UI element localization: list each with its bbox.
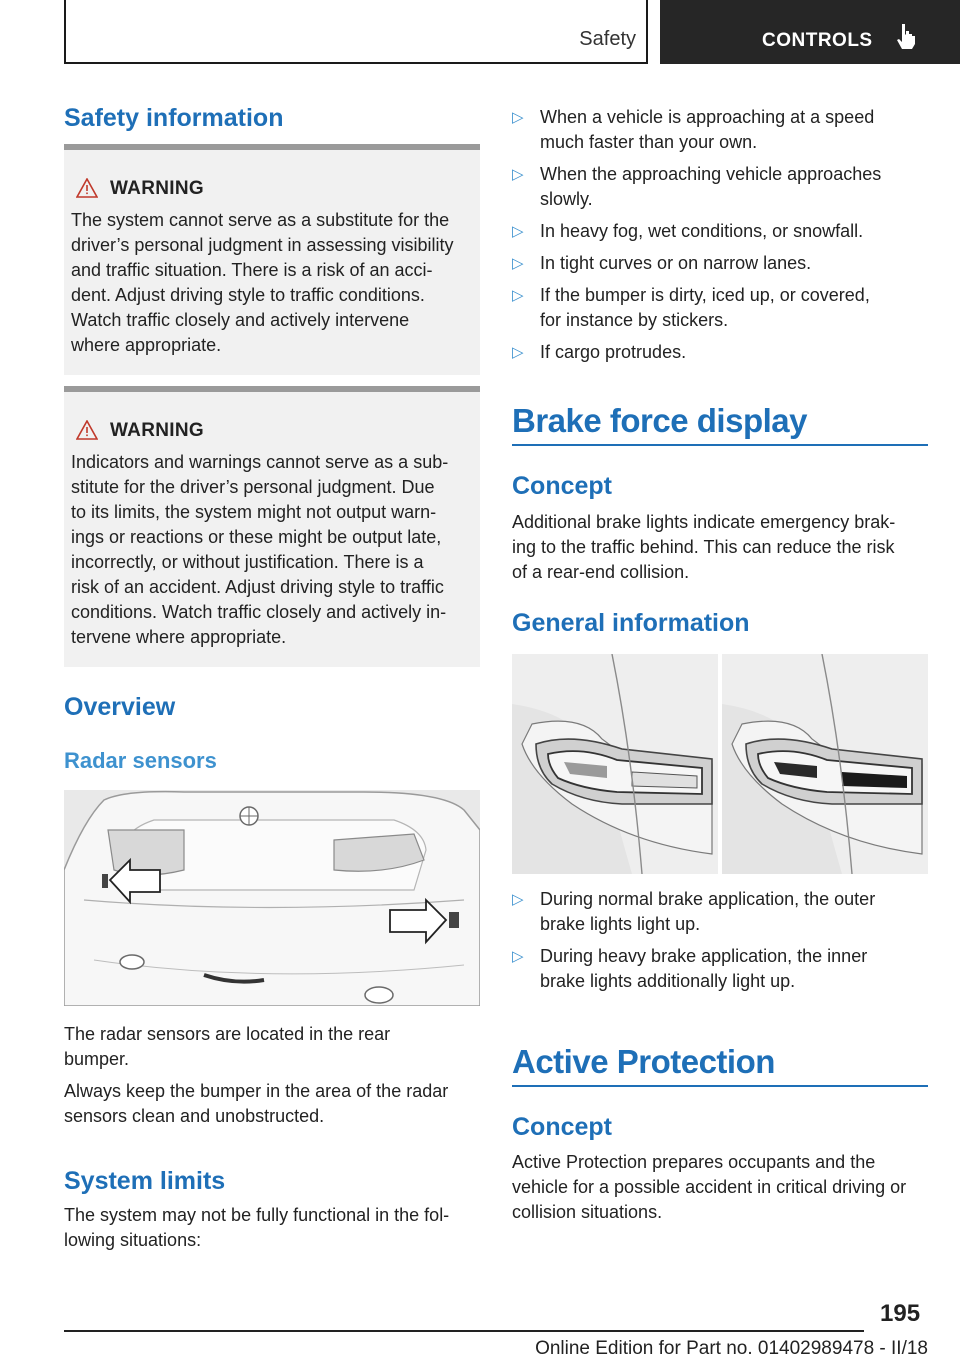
bullet-triangle-icon: ▷ bbox=[512, 287, 524, 304]
brake-light-normal-illustration bbox=[512, 654, 718, 874]
active-concept-heading: Concept bbox=[512, 1113, 612, 1141]
text-line: risk of an accident. Adjust driving style to traffic bbox=[71, 577, 444, 597]
text-line: If cargo protrudes. bbox=[540, 342, 687, 362]
footer-rule bbox=[64, 1330, 864, 1332]
list-item bbox=[512, 283, 932, 333]
header-chapter-tab bbox=[660, 0, 960, 64]
heading-rule bbox=[512, 1085, 928, 1087]
text-line: conditions. Watch traffic closely and actively in‐ bbox=[71, 602, 447, 622]
text-line: Indicators and warnings cannot serve as a sub‐ bbox=[71, 452, 449, 472]
text-line: slowly. bbox=[540, 189, 593, 209]
heading-rule bbox=[512, 444, 928, 446]
tail-light-illustration bbox=[722, 654, 928, 874]
tail-light-illustration bbox=[512, 654, 718, 874]
bullet-triangle-icon: ▷ bbox=[512, 344, 524, 361]
list-item bbox=[512, 162, 932, 212]
active-protection-heading: Active Protection bbox=[512, 1043, 775, 1080]
list-item bbox=[512, 340, 932, 365]
text-line: Additional brake lights indicate emergency brak‐ bbox=[512, 512, 896, 532]
text-line: brake lights additionally light up. bbox=[540, 971, 796, 991]
warning-text bbox=[71, 450, 479, 650]
bullet-triangle-icon: ▷ bbox=[512, 223, 524, 240]
text-line: vehicle for a possible accident in critical driving or bbox=[512, 1177, 907, 1197]
text-line: ing to the traffic behind. This can reduce the risk bbox=[512, 537, 895, 557]
text-line: much faster than your own. bbox=[540, 132, 758, 152]
footer-edition: Online Edition for Part no. 01402989478 - II/18 bbox=[535, 1338, 928, 1359]
warning-title: WARNING bbox=[110, 178, 204, 199]
text-line: incorrectly, or without justification. There is a bbox=[71, 552, 424, 572]
text-line: ings or reactions or these might be output late, bbox=[71, 527, 442, 547]
text-line: tervene where appropriate. bbox=[71, 627, 287, 647]
text-line: In tight curves or on narrow lanes. bbox=[540, 253, 812, 273]
text-line: The system cannot serve as a substitute for the bbox=[71, 210, 450, 230]
bullet-triangle-icon: ▷ bbox=[512, 891, 524, 908]
warning-text bbox=[71, 208, 479, 358]
system-limits-text bbox=[64, 1203, 480, 1253]
list-item bbox=[512, 887, 932, 937]
brake-force-display-heading: Brake force display bbox=[512, 402, 807, 439]
bullet-triangle-icon: ▷ bbox=[512, 166, 524, 183]
pointing-hand-icon bbox=[896, 22, 918, 50]
list-item bbox=[512, 105, 932, 155]
radar-location-text bbox=[64, 1022, 480, 1072]
header-chapter-label: CONTROLS bbox=[762, 30, 873, 51]
text-line: collision situations. bbox=[512, 1202, 663, 1222]
warning-title: WARNING bbox=[110, 420, 204, 441]
active-protection-text bbox=[512, 1150, 932, 1225]
car-rear-illustration bbox=[64, 790, 480, 1006]
text-line: stitute for the driver’s personal judgment. Due bbox=[71, 477, 435, 497]
page-number: 195 bbox=[880, 1300, 921, 1327]
safety-information-heading: Safety information bbox=[64, 104, 284, 132]
text-line: In heavy fog, wet conditions, or snowfall. bbox=[540, 221, 864, 241]
system-limits-heading: System limits bbox=[64, 1167, 226, 1195]
text-line: of a rear-end collision. bbox=[512, 562, 690, 582]
text-line: When a vehicle is approaching at a speed bbox=[540, 107, 875, 127]
warning-box-1 bbox=[64, 144, 480, 375]
general-information-heading: General information bbox=[512, 609, 750, 637]
text-line: lowing situations: bbox=[64, 1230, 202, 1250]
text-line: The radar sensors are located in the rear bbox=[64, 1024, 391, 1044]
concept-heading: Concept bbox=[512, 472, 612, 500]
list-item bbox=[512, 944, 932, 994]
text-line: When the approaching vehicle approaches bbox=[540, 164, 882, 184]
text-line: During normal brake application, the outer bbox=[540, 889, 876, 909]
warning-triangle-icon bbox=[76, 420, 98, 440]
text-line: where appropriate. bbox=[71, 335, 222, 355]
text-line: driver’s personal judgment in assessing visibility bbox=[71, 235, 454, 255]
concept-text bbox=[512, 510, 932, 585]
text-line: Always keep the bumper in the area of the radar bbox=[64, 1081, 449, 1101]
brake-light-heavy-illustration bbox=[722, 654, 928, 874]
text-line: Watch traffic closely and actively intervene bbox=[71, 310, 410, 330]
text-line: If the bumper is dirty, iced up, or covered, bbox=[540, 285, 870, 305]
list-item bbox=[512, 219, 932, 244]
text-line: The system may not be fully functional in the fol‐ bbox=[64, 1205, 450, 1225]
text-line: dent. Adjust driving style to traffic conditions. bbox=[71, 285, 425, 305]
overview-heading: Overview bbox=[64, 693, 176, 721]
bullet-triangle-icon: ▷ bbox=[512, 948, 524, 965]
bullet-triangle-icon: ▷ bbox=[512, 255, 524, 272]
radar-sensors-heading: Radar sensors bbox=[64, 748, 217, 773]
text-line: to its limits, the system might not output warn‐ bbox=[71, 502, 437, 522]
text-line: for instance by stickers. bbox=[540, 310, 729, 330]
bullet-triangle-icon: ▷ bbox=[512, 109, 524, 126]
text-line: Active Protection prepares occupants and the bbox=[512, 1152, 876, 1172]
warning-triangle-icon bbox=[76, 178, 98, 198]
list-item bbox=[512, 251, 932, 276]
text-line: sensors clean and unobstructed. bbox=[64, 1106, 325, 1126]
text-line: and traffic situation. There is a risk of an acci‐ bbox=[71, 260, 433, 280]
header-section-label: Safety bbox=[579, 28, 636, 50]
radar-sensors-illustration bbox=[64, 790, 480, 1006]
warning-box-2 bbox=[64, 386, 480, 667]
radar-clean-text bbox=[64, 1079, 480, 1129]
text-line: During heavy brake application, the inner bbox=[540, 946, 868, 966]
text-line: brake lights light up. bbox=[540, 914, 701, 934]
text-line: bumper. bbox=[64, 1049, 130, 1069]
